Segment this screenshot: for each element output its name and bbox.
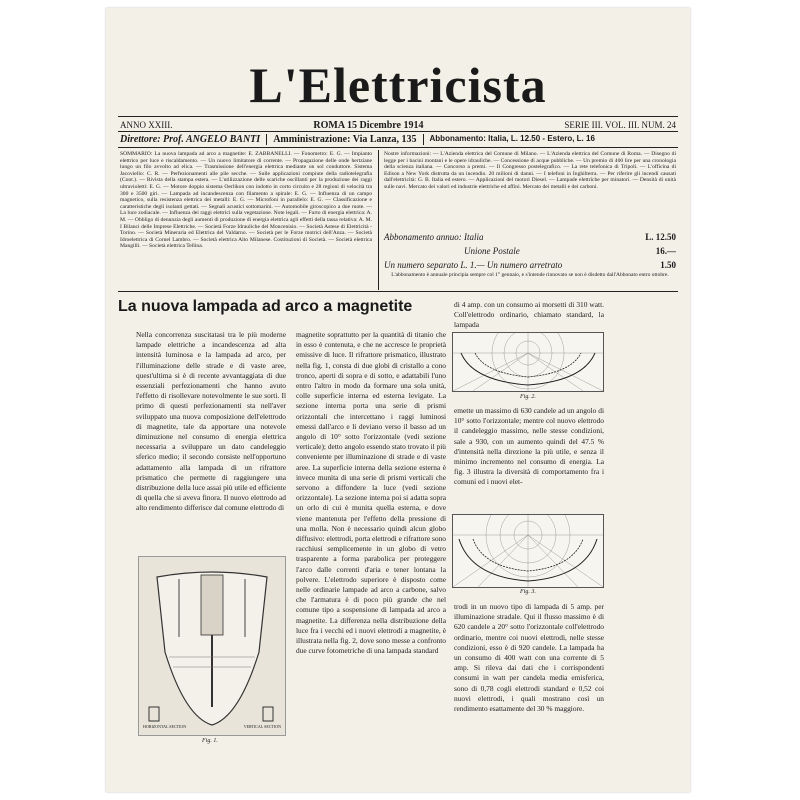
fig2-chart: [452, 332, 604, 392]
article-col1: Nella concorrenza suscitatasi tra le più moderne lampade elettriche a incandescenza ad alta intensità luminosa e la lampada ad arco, per l'illuminazione delle strade e di vaste aree, quest'ultima si è di recente avvantaggiata di due essenziali perfezionamenti che hanno avuto l'effetto di risollevare notevolmente le sue sorti. Il primo di questi perfezionamenti sta nell'aver sviluppato una nuova composizione dell'elettrodo di magnetite, tale da apportare una notevole diminuzione nel consumo di energia elettrica necessaria a sviluppare un dato candeleggio sferico medio; il secondo consiste nell'opportuno adattamento alla lampada di un rifrattore prismatico che permette di raggiungere una distribuzione della luce assai più utile ed efficiente di quella che si aveva finora. Il nuovo elettrodo ad alto rendimento differisce dal comune elettrodo di: [136, 330, 286, 513]
separator: [266, 134, 267, 145]
photometric-curve-icon: [453, 333, 603, 391]
abbo-unione-value: 16.—: [655, 246, 676, 256]
article-col2: magnetite soprattutto per la quantità di titanio che in esso è contenuta, e che ne accresce le proprietà emissive di luce. Il rifrattore prismatico, illustrato nella fig. 1, consta di due globi di cristallo a cono tronco, aperti di sopra e di sotto, e adattabili l'uno entro l'altro in modo da formare una sola unità, colle superficie interna ed esterna levigate. La sezione interna porta una serie di prismi orizzontali che intercettano i raggi luminosi emessi dall'arco e li deviano verso il basso ad un angolo di 10° sotto l'orizzontale (vedi sezione verticale); detto angolo essendo stato trovato il più conveniente per illuminazione di strade e di vaste aree. La superficie interna della sezione esterna è invece munita di una serie di prismi verticali che servono a diffondere la luce (vedi sezione orizzontale). La sezione interna poi si adatta sopra un orlo di cui è munita quella esterna, e dove viene mantenuta per l'effetto della pressione di una molla. Non è necessario quindi alcun globo diffusivo: elettrodi, porta elettrodi e rifrattore sono racchiusi semplicemente in un globo di vetro trasparente a forma parabolica per proteggere l'arco dalle correnti d'aria e tener lontana la polvere. L'elettrodo superiore è disposto come nelle ordinarie lampade ad arco a carbone, salvo che l'armatura è di poco più grande che nel comune tipo a sospensione di lampada ad arco a magnetite. La differenza nella distribuzione della luce fra i vecchi ed i nuovi elettrodi a magnetite, è illustrata nella fig. 2, dove sono messe a confronto due curve fotometriche di una lampada standard: [296, 330, 446, 656]
lamp-figure: [138, 556, 286, 736]
fig2-caption: Fig. 2.: [520, 394, 536, 400]
direttore: Direttore: Prof. ANGELO BANTI: [120, 134, 261, 145]
city-date: ROMA 15 Dicembre 1914: [313, 120, 424, 131]
divider: [118, 291, 678, 292]
masthead-admin-row: [120, 134, 676, 145]
article-col3a: di 4 amp. con un consumo ai morsetti di 310 watt. Coll'elettrodo ordinario, chiamato standard, la lampada: [454, 300, 604, 330]
abbonamento-header: Abbonamento: Italia, L. 12.50 - Estero, L. 16: [429, 134, 595, 143]
article-col3b: emette un massimo di 630 candele ad un angolo di 10° sotto l'orizzontale; mentre col nuovo elettrodo il candeleggio massimo, nelle stesse condizioni, sale a 930, con un aumento quindi del 47.5 % d'intensità nella direzione la più utile, e senza il minimo incremento nel consumo di energia. La fig. 3 illustra la diversità di comportamento fra i comuni ed i nuovi elet-: [454, 406, 604, 487]
article-col3c: trodi in un nuovo tipo di lampada di 5 amp. per illuminazione stradale. Qui il flusso massimo è di 620 candele a 20° sotto l'orizzontale coll'elettrodo ordinario, mentre coi nuovi elettrodi, nelle stesse condizioni, esso è di 920 candele. La lampada ha un consumo di 400 watt con una corrente di 5 amp. Si rileva dai dati che i corrispondenti consumi in watt per candela media emisferica, sono di 0,78 cogli elettrodi standard e 0,52 coi nuovi elettrodi, i quali mostrano così un rendimento esattamente del 30 % maggiore.: [454, 602, 604, 714]
fig1-left-label: HORIZONTAL SECTION: [143, 724, 187, 729]
newspaper-page: [106, 8, 690, 792]
abbo-note: L'abbonamento è annuale principia sempre col 1° gennaio, e s'intende rinnovato se non è disdetto dall'Abbonato entro ottobre.: [391, 272, 669, 278]
divider: [118, 131, 678, 132]
abbo-annuo-value: L. 12.50: [645, 232, 676, 242]
subscription-box: [384, 230, 676, 279]
masthead-info-row: [120, 120, 676, 131]
separator: [423, 134, 424, 145]
abbo-numero-label: Un numero separato L. 1.— Un numero arretrato: [384, 260, 563, 270]
fig1-caption: Fig. 1.: [202, 738, 218, 744]
fig3-chart: [452, 514, 604, 588]
divider: [118, 116, 678, 117]
abbo-unione-label: Unione Postale: [464, 246, 520, 256]
divider: [118, 147, 678, 148]
photometric-curve-icon: [453, 515, 603, 587]
abbo-numero-value: 1.50: [660, 260, 676, 270]
lamp-diagram-icon: [139, 557, 285, 735]
amministrazione: Amministrazione: Via Lanza, 135: [273, 134, 417, 145]
serie: SERIE III. VOL. III. NUM. 24: [564, 120, 676, 130]
summary: SOMMARIO: La nuova lampada ad arco a magnetite: E. ZABBANELLI. — Fonometro: E. G. — Impianto elettrico per luce e riscaldamento. — Un nuovo limitatore di corrente. — Propagazione delle onde hertziane lungo un filo avvolto ad elica. — Trasmissione dell'energia elettrica mediante un sol conduttore. Sistema Jacoviello: C. R. — Perfezionamenti alle pile secche. — Sulle applicazioni compiute della radiotelegrafia (Cont.). — Rivista della stampa estera. — L'utilizzazione delle scariche oscillanti per la produzione dei raggi ultravioletti: E. G. — Motore doppio sistema Oerlikon con indotto in corto circuito e 28 regioni di velocità tra 300 e 3500 giri. — Lampada ad incandescenza con filamento a spirale: E. G. — Influenza di un campo magnetico, sulla resistenza elettrica dei metalli: E. G. — Microfoni in parallelo: E. G. — Classificazione e caratteristiche degli isolanti gettati. — Segnali acustici sottomarini. — Automobile giroscopico a due ruote. — La luce zodiacale. — Influenza dei raggi elettrici sulla vegetazione. Note legali. — Furto di energia elettrica: A. M. — Obbligo di denunzia degli aumenti di produzione di energia elettrica agli effetti della tassa relativa: A. M. I Bilanci delle Imprese Elettriche. — Società Forze Idrauliche del Moncenisio. — Società Astese di Elettricità - Torino. — Società Mineraria ed Elettrica del Valdarno. — Società per le Forze motrici dell'Anza. — Società Idroelettrica di Cornel Lambro. — Società elettrica Alto Milanese. Costituzioni di Società. — Società elettrica Mangilli. — Società elettrica Tellina.: [120, 151, 372, 250]
fig1-right-label: VERTICAL SECTION: [243, 724, 281, 729]
notizie: Nostre informazioni: — L'Azienda elettrica del Comune di Milano. — L'Azienda elettrica del Comune di Roma. — Disegno di legge per i bacini montani e le opere idrauliche. — Concessione di acque pubbliche. — Un premio di 400 lire per una cronologia della scienza italiana. — Concorso a premi. — Il Congresso postelegrafico. — La rete telefonica di Tripoli. — L'officina di Edison a New York distrutta da un incendio. 20 milioni di danni. — I telefoni in Inghilterra. — Per riferire gli incendi causati dall'elettricità: G. B. Italia ed estero. — Applicazioni del motori Diesel. — Lampade elettriche per minatori. — Densità di unità sulle navi. Mercato dei valori ed industrie elettriche ed affini. Mercato dei metalli e dei carboni.: [384, 151, 676, 190]
abbo-annuo-label: Abbonamento annuo: Italia: [384, 232, 484, 242]
masthead-title: L'Elettricista: [249, 57, 547, 113]
article-title: La nuova lampada ad arco a magnetite: [118, 298, 413, 315]
anno: ANNO XXIII.: [120, 120, 173, 130]
column-divider: [378, 150, 379, 290]
fig3-caption: Fig. 3.: [520, 589, 536, 595]
